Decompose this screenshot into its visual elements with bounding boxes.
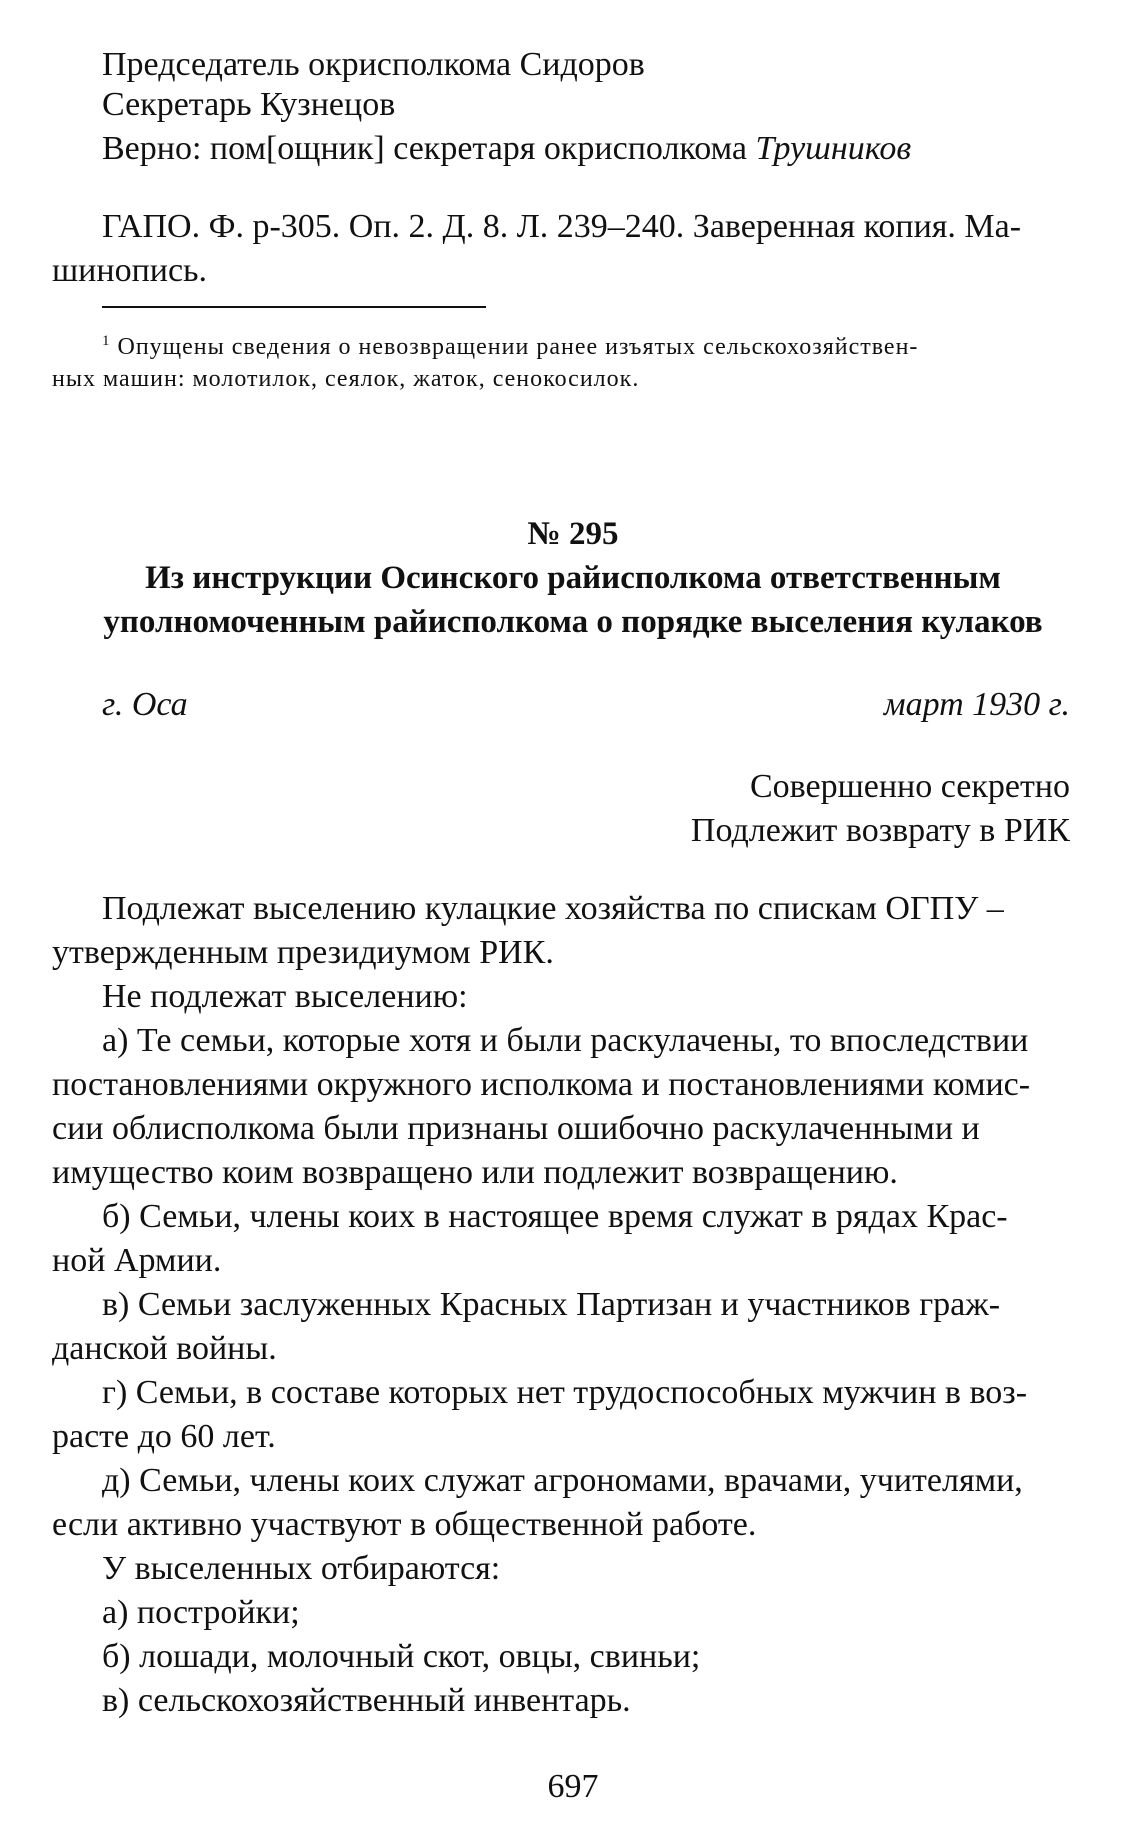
- footnote-line-1: [102, 330, 918, 364]
- body-line: д) Семьи, члены коих служат агрономами, врачами, учителями,: [102, 1462, 1023, 1499]
- body-line: постановлениями окружного исполкома и постановлениями комис-: [52, 1066, 1031, 1103]
- body-line: утвержденным президиумом РИК.: [52, 934, 554, 971]
- body-line: г) Семьи, в составе которых нет трудоспособных мужчин в воз-: [102, 1374, 1028, 1411]
- body-line: б) Семьи, члены коих в настоящее время служат в рядах Крас-: [102, 1198, 1008, 1235]
- secretary-signature: Секретарь Кузнецов: [102, 86, 396, 123]
- body-line: а) постройки;: [102, 1594, 300, 1631]
- certified-prefix: Верно: пом[ощник] секретаря окрисполкома: [102, 130, 756, 167]
- document-number: № 295: [527, 516, 619, 552]
- page-number: 697: [547, 1768, 599, 1805]
- body-line: У выселенных отбираются:: [102, 1550, 501, 1587]
- chairman-signature: Председатель окрисполкома Сидоров: [102, 46, 645, 83]
- document-title-line-1: Из инструкции Осинского райисполкома ответственным: [145, 560, 1001, 596]
- body-line: Не подлежат выселению:: [102, 978, 468, 1015]
- classification-stamp: Совершенно секретно: [749, 768, 1070, 805]
- body-line: в) Семьи заслуженных Красных Партизан и участников граж-: [102, 1286, 1001, 1323]
- return-stamp: Подлежит возврату в РИК: [690, 812, 1070, 849]
- body-line: а) Те семьи, которые хотя и были раскулачены, то впоследствии: [102, 1022, 1029, 1059]
- body-line: данской войны.: [52, 1330, 277, 1367]
- archive-ref-line-1: ГАПО. Ф. р-305. Оп. 2. Д. 8. Л. 239–240. Заверенная копия. Ма-: [102, 208, 1022, 245]
- document-date: март 1930 г.: [883, 686, 1070, 723]
- archive-ref-line-2: шинопись.: [52, 252, 208, 289]
- footnote-divider: [102, 306, 486, 308]
- certified-name: Трушников: [755, 130, 912, 167]
- document-title-line-2: уполномоченным райисполкома о порядке выселения кулаков: [103, 604, 1043, 640]
- body-line: в) сельскохозяйственный инвентарь.: [102, 1682, 631, 1719]
- footnote-line-2: ных машин: молотилок, сеялок, жаток, сенокосилок.: [52, 366, 640, 392]
- body-line: если активно участвуют в общественной работе.: [52, 1506, 757, 1543]
- footnote-text-1: Опущены сведения о невозвращении ранее изъятых сельскохозяйствен-: [117, 334, 919, 360]
- body-line: Подлежат выселению кулацкие хозяйства по спискам ОГПУ –: [102, 890, 1004, 927]
- footnote-marker: 1: [102, 333, 111, 349]
- certified-line: [102, 128, 911, 170]
- body-line: б) лошади, молочный скот, овцы, свиньи;: [102, 1638, 701, 1675]
- body-line: сии облисполкома были признаны ошибочно раскулаченными и: [52, 1110, 980, 1147]
- document-place: г. Оса: [102, 686, 188, 723]
- body-line: расте до 60 лет.: [52, 1418, 276, 1455]
- body-line: ной Армии.: [52, 1242, 222, 1279]
- body-line: имущество коим возвращено или подлежит возвращению.: [52, 1154, 898, 1191]
